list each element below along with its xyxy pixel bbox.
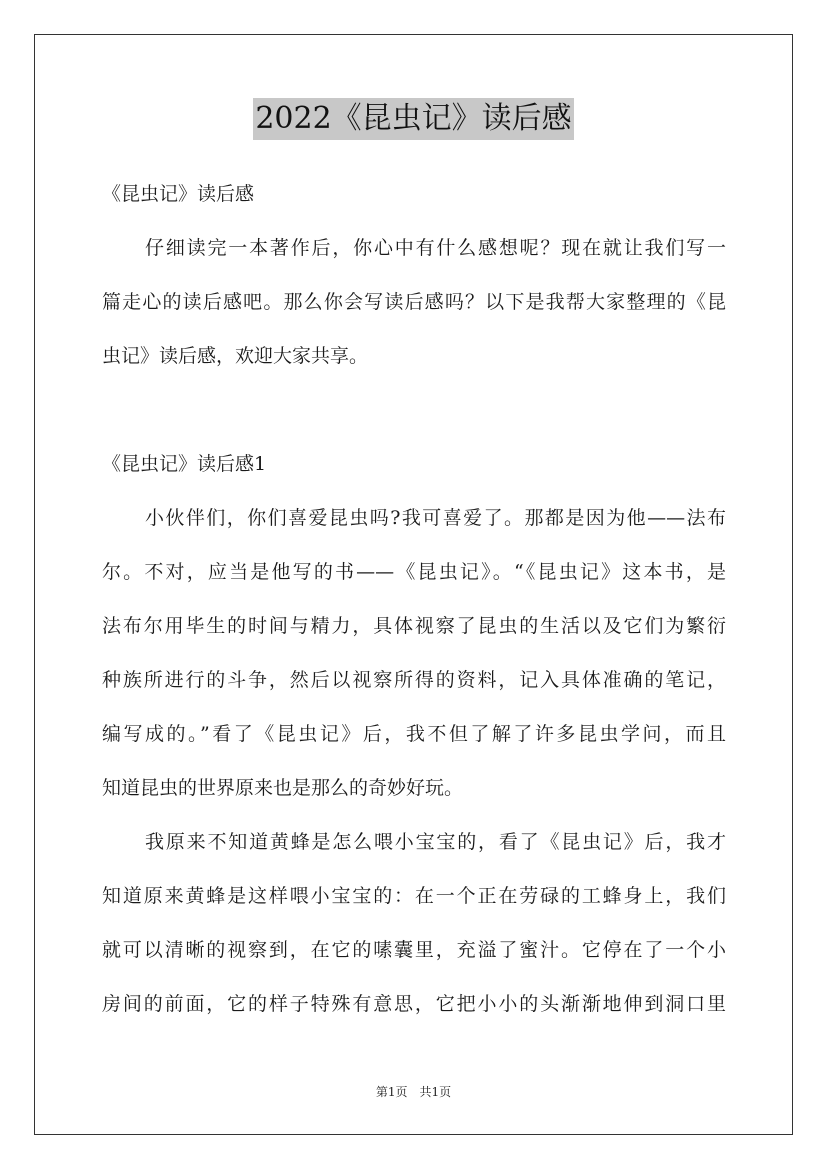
paragraph2-line: 就可以清晰的视察到，在它的嗉囊里，充溢了蜜汁。它停在了一个小 (102, 939, 726, 961)
paragraph1-line: 编写成的。”看了《昆虫记》后，我不但了解了许多昆虫学问，而且 (102, 723, 726, 745)
document-title: 2022《昆虫记》读后感 (253, 98, 573, 140)
paragraph1-line: 种族所进行的斗争，然后以视察所得的资料，记入具体准确的笔记， (102, 669, 726, 691)
section-heading: 《昆虫记》读后感1 (102, 453, 267, 475)
page-footer: 第1页 共1页 (375, 1085, 452, 1099)
paragraph1-line: 法布尔用毕生的时间与精力，具体视察了昆虫的生活以及它们为繁衍 (102, 615, 726, 637)
paragraph2-line: 房间的前面，它的样子特殊有意思，它把小小的头渐渐地伸到洞口里 (102, 993, 726, 1015)
document-title-container (0, 98, 827, 140)
paragraph1-line: 知道昆虫的世界原来也是那么的奇妙好玩。 (102, 777, 464, 799)
intro-line: 仔细读完一本著作后，你心中有什么感想呢？现在就让我们写一 (145, 237, 726, 259)
paragraph2-line: 知道原来黄蜂是这样喂小宝宝的：在一个正在劳碌的工蜂身上，我们 (102, 885, 726, 907)
intro-line: 虫记》读后感，欢迎大家共享。 (102, 345, 369, 367)
paragraph1-line: 尔。不对，应当是他写的书——《昆虫记》。“《昆虫记》这本书，是 (102, 561, 726, 583)
subtitle: 《昆虫记》读后感 (102, 183, 255, 205)
paragraph2-line: 我原来不知道黄蜂是怎么喂小宝宝的，看了《昆虫记》后，我才 (145, 831, 726, 853)
intro-line: 篇走心的读后感吧。那么你会写读后感吗？以下是我帮大家整理的《昆 (102, 291, 726, 313)
paragraph1-line: 小伙伴们，你们喜爱昆虫吗?我可喜爱了。那都是因为他——法布 (145, 507, 726, 529)
